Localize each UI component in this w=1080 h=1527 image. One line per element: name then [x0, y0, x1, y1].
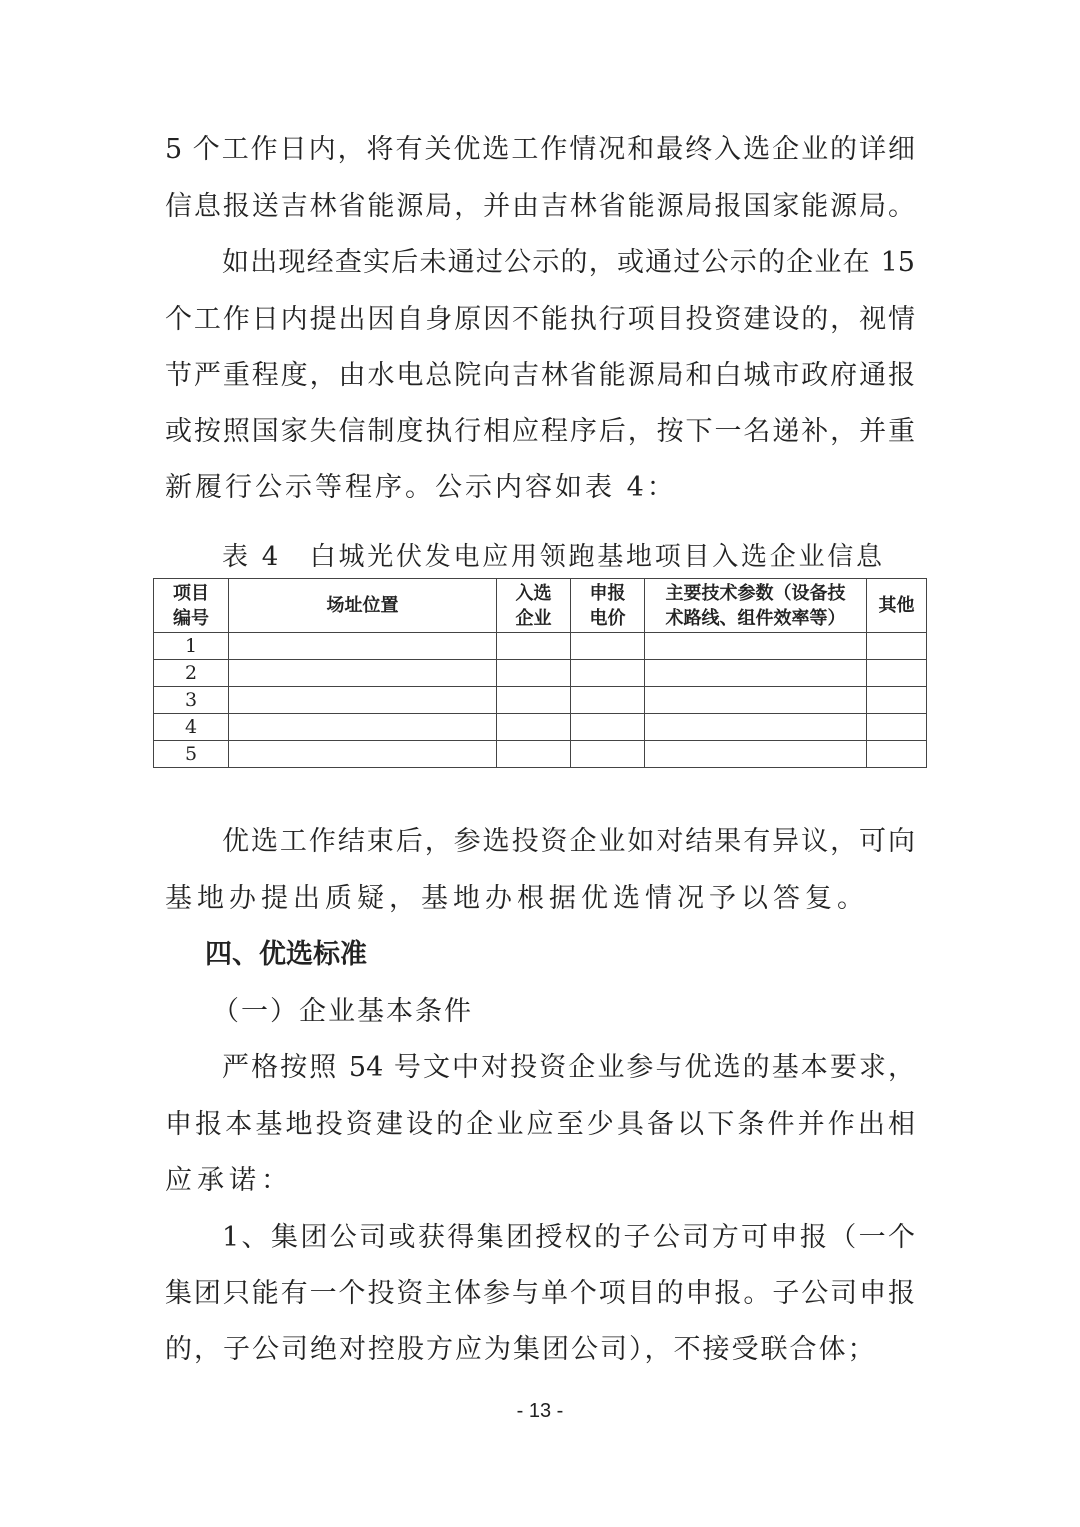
body-line: 信息报送吉林省能源局，并由吉林省能源局报国家能源局。 [165, 191, 915, 222]
table-row [154, 741, 927, 768]
enterprise-info-table [153, 578, 927, 768]
header-project-number-text: 项目编号 [172, 582, 209, 629]
body-line: 申报本基地投资建设的企业应至少具备以下条件并作出相 [165, 1109, 915, 1140]
header-bid-price-text: 申报电价 [589, 582, 626, 629]
body-line: 5 个工作日内，将有关优选工作情况和最终入选企业的详细 [165, 134, 915, 165]
table-row [154, 633, 927, 660]
table-row [154, 714, 927, 741]
table-row [154, 660, 927, 687]
table-row [154, 687, 927, 714]
body-line: 节严重程度，由水电总院向吉林省能源局和白城市政府通报 [165, 360, 915, 391]
subsection-heading: （一）企业基本条件 [212, 996, 473, 1027]
row-number: 3 [154, 687, 229, 714]
body-line: 严格按照 54 号文中对投资企业参与优选的基本要求， [222, 1052, 915, 1083]
header-selected-enterprise: 入选 企业 [497, 579, 571, 633]
row-number: 5 [154, 741, 229, 768]
body-line: 1、集团公司或获得集团授权的子公司方可申报（一个 [222, 1222, 915, 1253]
body-line: 如出现经查实后未通过公示的，或通过公示的企业在 15 [222, 247, 915, 278]
header-other: 其他 [867, 579, 927, 633]
row-number: 4 [154, 714, 229, 741]
table-header-row [154, 579, 927, 633]
header-project-number [154, 579, 229, 633]
section-heading: 四、优选标准 [205, 939, 367, 970]
body-line: 个工作日内提出因自身原因不能执行项目投资建设的，视情 [165, 304, 915, 335]
row-number: 1 [154, 633, 229, 660]
body-line: 优选工作结束后，参选投资企业如对结果有异议，可向 [222, 826, 915, 857]
body-line: 集团只能有一个投资主体参与单个项目的申报。子公司申报 [165, 1278, 915, 1309]
body-line: 新履行公示等程序。公示内容如表 4： [165, 472, 677, 503]
header-tech-params: 主要技术参数（设备技 术路线、组件效率等） [645, 579, 867, 633]
body-line: 基地办提出质疑，基地办根据优选情况予以答复。 [165, 883, 869, 914]
header-bid-price [571, 579, 645, 633]
table-caption: 表 4 白城光伏发电应用领跑基地项目入选企业信息 [222, 542, 882, 572]
body-line: 应承诺： [165, 1165, 293, 1196]
page-number: - 13 - [516, 1400, 564, 1422]
header-site-location: 场址位置 [229, 579, 497, 633]
row-number: 2 [154, 660, 229, 687]
body-line: 的，子公司绝对控股方应为集团公司），不接受联合体； [165, 1334, 877, 1365]
body-line: 或按照国家失信制度执行相应程序后，按下一名递补，并重 [165, 416, 915, 447]
